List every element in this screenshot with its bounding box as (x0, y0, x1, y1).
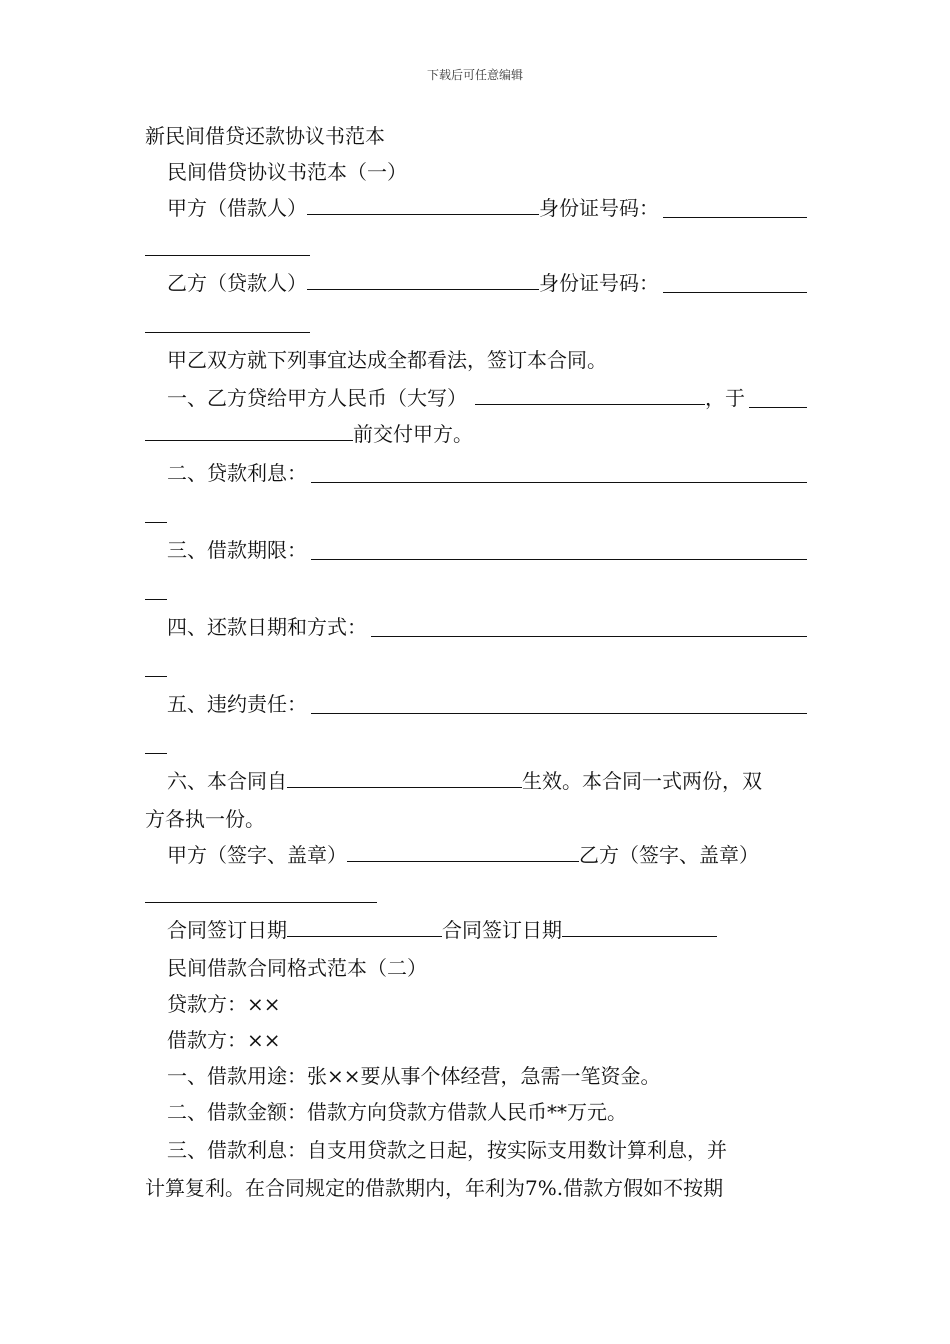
section-2-item-3-continued: 计算复利。在合同规定的借款期内，年利为7%.借款方假如不按期 (145, 1176, 724, 1200)
party-b-id-blank-tail (145, 303, 310, 333)
agreement-statement: 甲乙双方就下列事宜达成全都看法，签订本合同。 (167, 348, 607, 372)
party-b-id-blank-continued (145, 303, 807, 340)
item-2-blank (311, 458, 807, 483)
item-1-amount-blank (475, 380, 705, 405)
item-2-blank-continued (145, 493, 807, 530)
signing-date-label-1: 合同签订日期 (167, 918, 287, 942)
item-4-blank-continued (145, 647, 807, 684)
signing-date-line (145, 910, 807, 950)
party-a-id-blank (663, 193, 807, 218)
party-a-name-blank (307, 190, 539, 215)
party-b-name-blank (307, 265, 539, 290)
party-b-line (145, 263, 807, 303)
item-6-text: 六、本合同自 (167, 769, 287, 793)
item-1-continued (145, 416, 807, 453)
party-b-id-label: 身份证号码： (539, 271, 659, 295)
item-6-line (145, 761, 807, 801)
item-5-blank-continued (145, 724, 807, 761)
item-4-label: 四、还款日期和方式： (167, 615, 367, 639)
party-b-signature-label: 乙方（签字、盖章） (579, 843, 759, 867)
item-3-line (145, 530, 807, 570)
item-1-text: 一、乙方贷给甲方人民币（大写） (167, 386, 467, 410)
section-1-title: 民间借贷协议书范本（一） (167, 160, 407, 184)
item-2-label: 二、贷款利息： (167, 461, 307, 485)
party-b-label: 乙方（贷款人） (167, 271, 307, 295)
party-a-signature-blank (347, 837, 579, 862)
item-5-blank-tail (145, 724, 167, 754)
item-5-label: 五、违约责任： (167, 692, 307, 716)
item-1-delivery-text: 前交付甲方。 (353, 422, 473, 446)
signing-date-blank-1 (287, 912, 442, 937)
item-2-blank-tail (145, 493, 167, 523)
party-a-id-blank-continued (145, 226, 807, 263)
item-5-blank (311, 689, 807, 714)
party-b-signature-blank (145, 873, 377, 903)
page-header: 下载后可任意编辑 (426, 68, 523, 82)
section-2-item-3: 三、借款利息：自支用贷款之日起，按实际支用数计算利息，并 (167, 1138, 727, 1162)
item-3-blank (311, 535, 807, 560)
signature-line (145, 837, 807, 873)
party-a-id-label: 身份证号码： (539, 196, 659, 220)
item-6-effective-date-blank (287, 763, 522, 788)
signing-date-blank-2 (562, 912, 717, 937)
signing-date-label-2: 合同签订日期 (442, 918, 562, 942)
item-2-line (145, 453, 807, 493)
item-3-label: 三、借款期限： (167, 538, 307, 562)
item-1-date-blank-tail (145, 416, 353, 441)
party-a-label: 甲方（借款人） (167, 196, 307, 220)
item-5-line (145, 684, 807, 724)
item-1-line (145, 380, 807, 416)
party-a-id-blank-tail (145, 226, 310, 256)
borrower-line: 借款方：×× (167, 1028, 281, 1052)
item-3-blank-tail (145, 570, 167, 600)
document-title: 新民间借贷还款协议书范本 (145, 124, 385, 148)
item-6-effective-text: 生效。本合同一式两份，双 (522, 769, 762, 793)
item-1-at-text: ，于 (705, 386, 745, 410)
item-4-line (145, 607, 807, 647)
section-2-item-1: 一、借款用途：张××要从事个体经营，急需一笔资金。 (167, 1064, 661, 1088)
item-4-blank-tail (145, 647, 167, 677)
party-a-line (145, 190, 807, 226)
section-2-title: 民间借款合同格式范本（二） (167, 956, 427, 980)
section-2-item-2: 二、借款金额：借款方向贷款方借款人民币**万元。 (167, 1100, 627, 1124)
item-6-continued: 方各执一份。 (145, 807, 265, 831)
party-b-signature-blank-continued (145, 873, 807, 910)
party-a-signature-label: 甲方（签字、盖章） (167, 843, 347, 867)
lender-line: 贷款方：×× (167, 992, 281, 1016)
item-1-date-blank (749, 383, 807, 408)
party-b-id-blank (663, 268, 807, 293)
item-4-blank (371, 612, 807, 637)
item-3-blank-continued (145, 570, 807, 607)
document-body (145, 118, 807, 1206)
